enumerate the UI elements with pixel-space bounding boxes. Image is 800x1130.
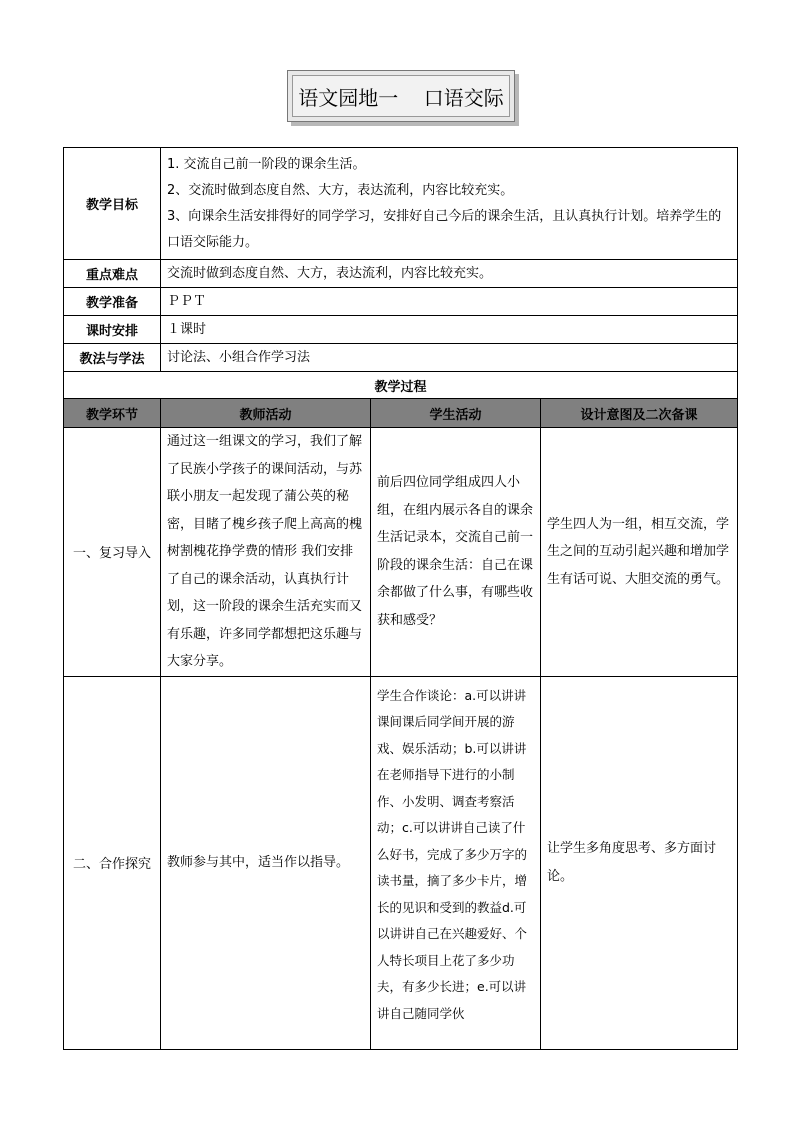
method-value: 讨论法、小组合作学习法 [161,344,738,372]
prep-row [64,288,738,316]
design-cell: 学生四人为一组，相互交流，学生之间的互动引起兴趣和增加学生有话可说、大胆交流的勇气。 [541,428,738,677]
key-row [64,260,738,288]
stage-cell: 一、复习导入 [64,428,161,677]
goals-label: 教学目标 [64,148,161,260]
lesson-plan-table [63,147,738,1050]
table-row [64,428,738,677]
hours-value: １课时 [161,316,738,344]
goals-row [64,148,738,260]
goal-item: 2、交流时做到态度自然、大方，表达流利，内容比较充实。 [167,182,514,198]
method-label: 教法与学法 [64,344,161,372]
teacher-cell: 通过这一组课文的学习，我们了解了民族小学孩子的课间活动，与苏联小朋友一起发现了蒲公英的秘密，目睹了槐乡孩子爬上高高的槐树割槐花挣学费的情形 我们安排了自己的课余活动，认真执行计划，这一阶段的课余生活充实而又有乐趣，许多同学都想把这乐趣与大家分享。 [161,428,371,677]
hours-row [64,316,738,344]
header-teacher: 教师活动 [161,399,371,428]
title-box [287,70,515,122]
header-student: 学生活动 [371,399,541,428]
key-label: 重点难点 [64,260,161,288]
prep-value: ＰＰＴ [161,288,738,316]
method-row [64,344,738,372]
goal-item: 1. 交流自己前一阶段的课余生活。 [167,156,366,172]
design-cell: 让学生多角度思考、多方面讨论。 [541,676,738,1049]
goal-item: 3、向课余生活安排得好的同学学习，安排好自己今后的课余生活，且认真执行计划。培养学生的口语交际能力。 [167,208,722,250]
key-value: 交流时做到态度自然、大方，表达流利，内容比较充实。 [161,260,738,288]
goals-value [161,148,738,260]
process-title-row [64,372,738,399]
process-header-row [64,399,738,428]
table-row [64,676,738,1049]
teacher-cell: 教师参与其中，适当作以指导。 [161,676,371,1049]
process-title: 教学过程 [64,372,738,399]
prep-label: 教学准备 [64,288,161,316]
student-cell: 学生合作谈论：a.可以讲讲课间课后同学间开展的游戏、娱乐活动；b.可以讲讲在老师指导下进行的小制作、小发明、调查考察活动；c.可以讲讲自己读了什么好书，完成了多少万字的读书量，摘了多少卡片，增长的见识和受到的教益d.可以讲讲自己在兴趣爱好、个人特长项目上花了多少功夫，有多少长进；e.可以讲讲自己随同学伙 [371,676,541,1049]
student-cell: 前后四位同学组成四人小组，在组内展示各自的课余生活记录本，交流自己前一阶段的课余生活：自己在课余都做了什么事，有哪些收获和感受？ [371,428,541,677]
hours-label: 课时安排 [64,316,161,344]
header-design: 设计意图及二次备课 [541,399,738,428]
page-title: 语文园地一 口语交际 [292,75,510,117]
stage-cell: 二、合作探究 [64,676,161,1049]
header-stage: 教学环节 [64,399,161,428]
